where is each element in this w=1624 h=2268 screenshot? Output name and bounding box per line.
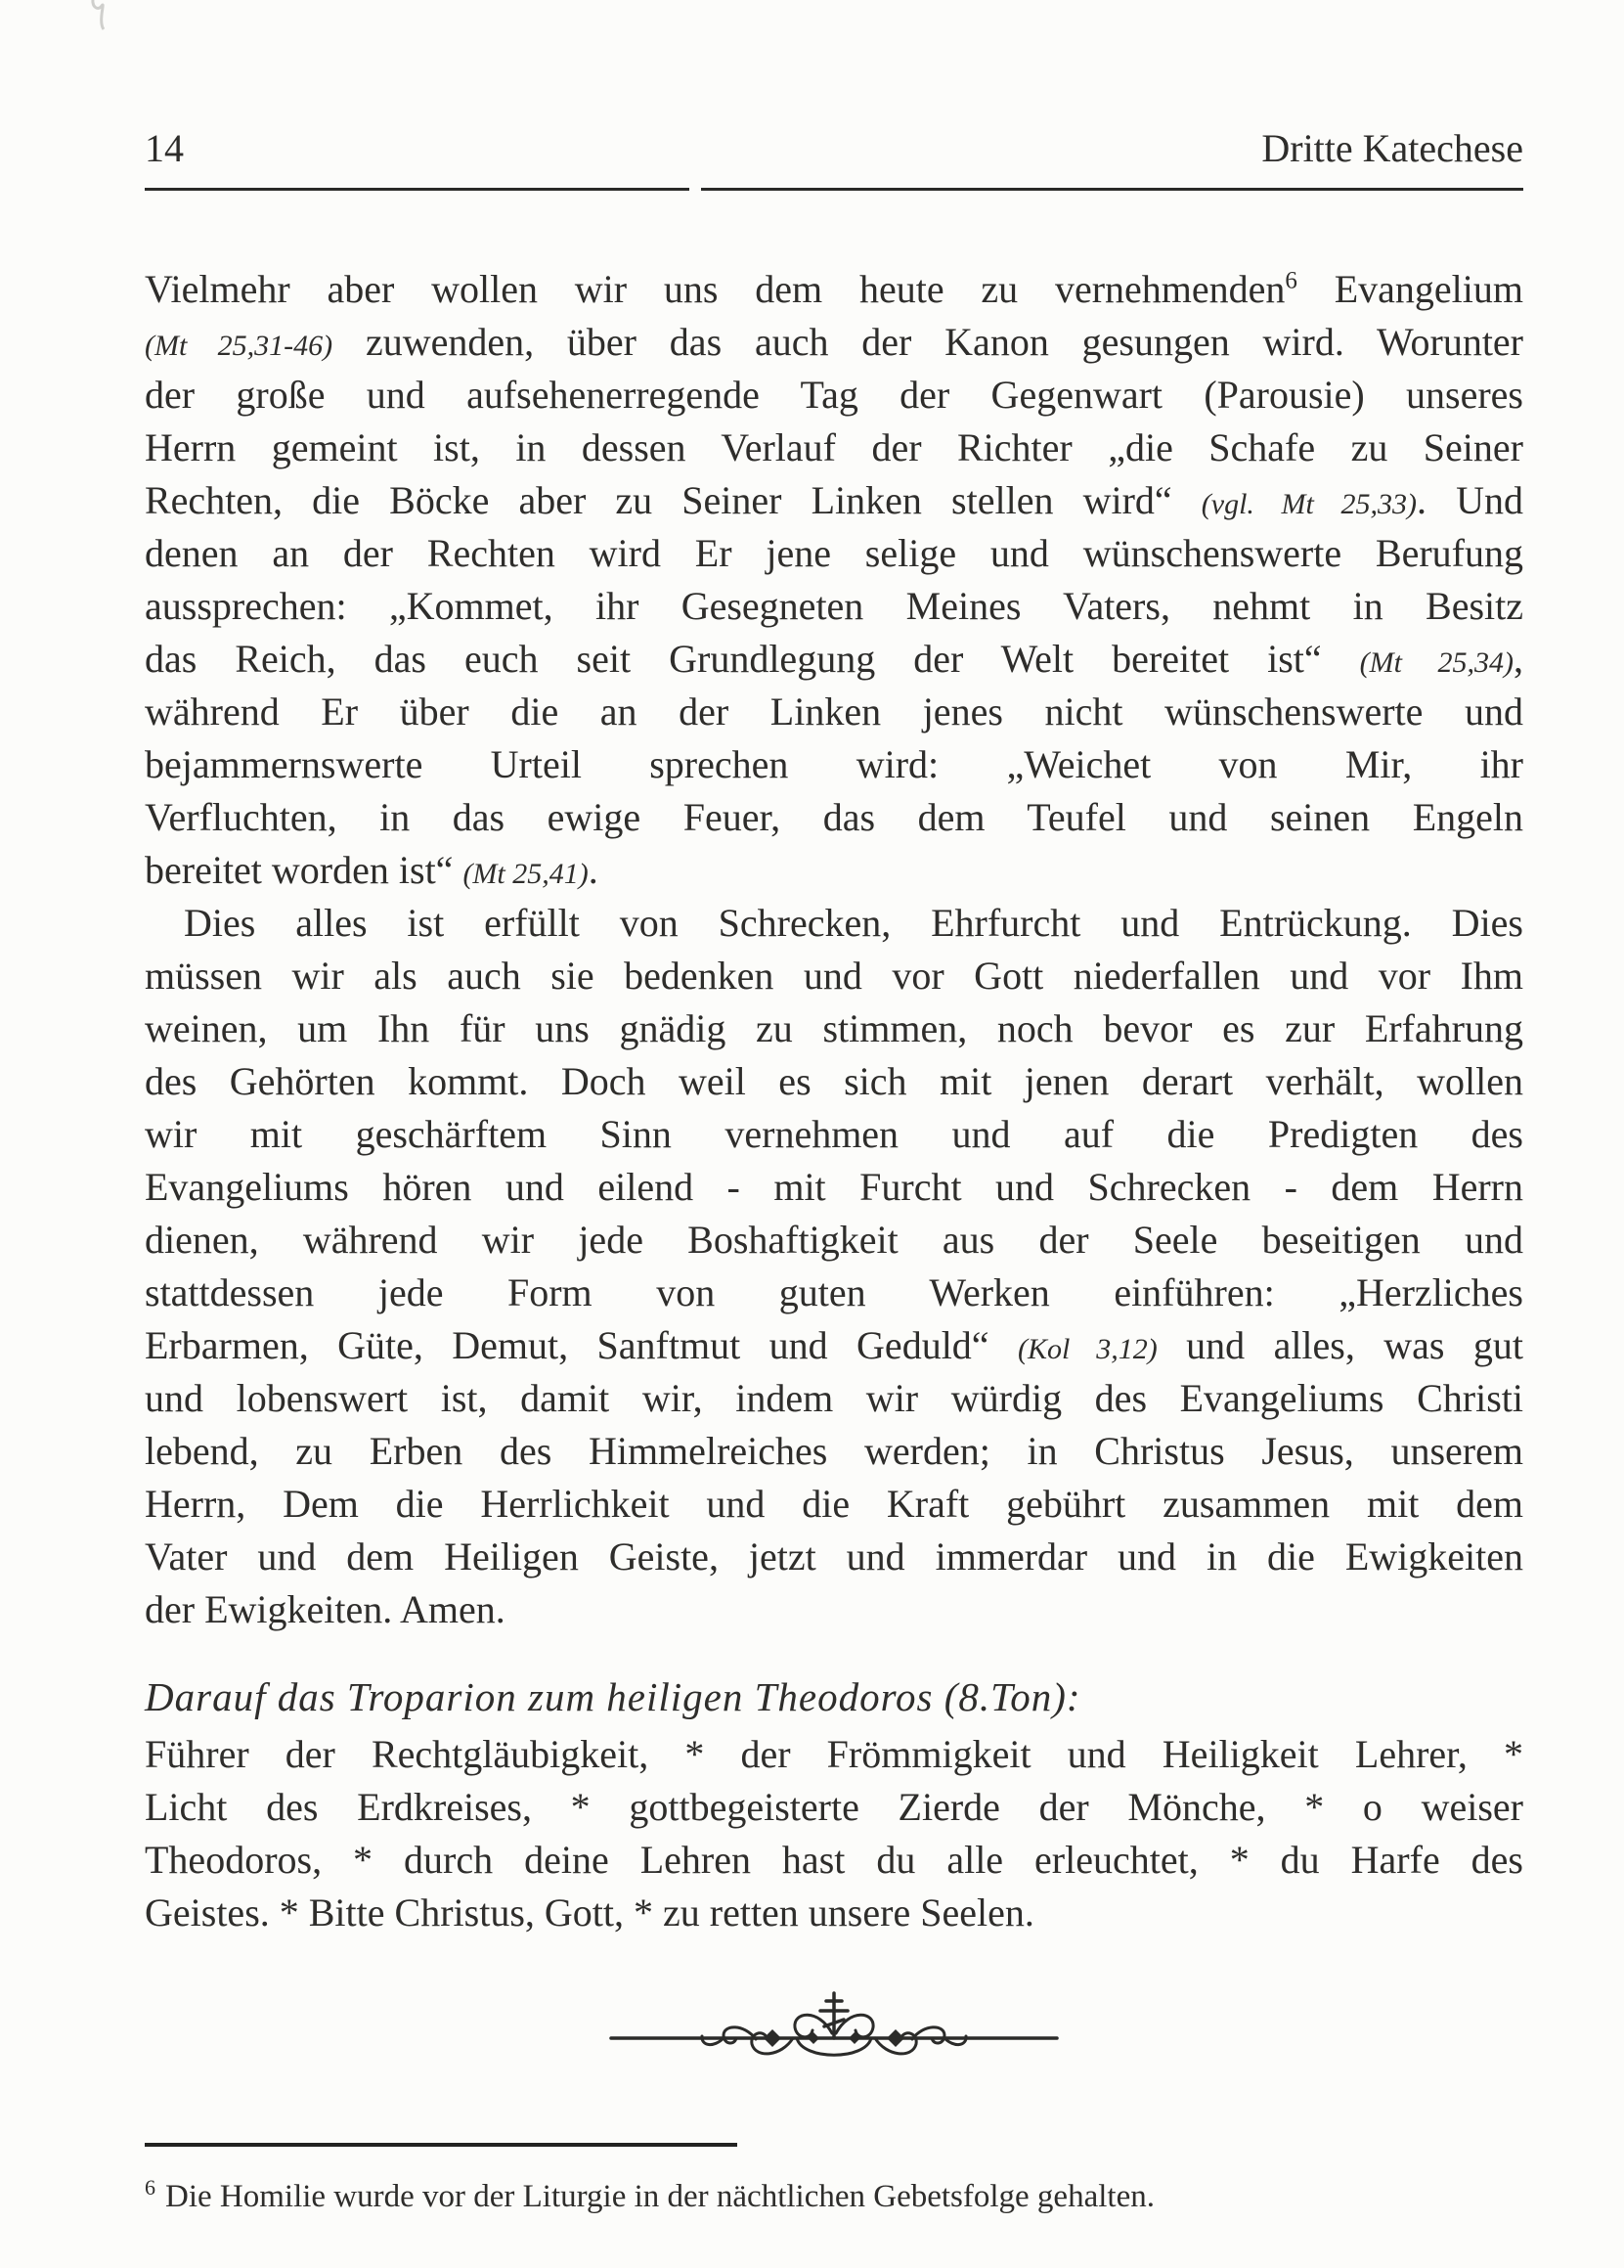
- text-segment: Evangeliums hören und eilend - mit Furcht und Schrecken - dem Herrn: [145, 1165, 1523, 1209]
- text-segment: Vielmehr aber wollen wir uns dem heute zu vernehmenden: [145, 267, 1286, 311]
- text-line: [145, 1319, 1523, 1372]
- text-line: [145, 263, 1523, 316]
- text-segment: Licht des Erdkreises, * gottbegeisterte Zierde der Mönche, * o weiser: [145, 1785, 1523, 1829]
- text-line: [145, 686, 1523, 738]
- text-segment: Erbarmen, Güte, Demut, Sanftmut und Geduld“: [145, 1323, 1018, 1367]
- text-segment: Verfluchten, in das ewige Feuer, das dem Teufel und seinen Engeln: [145, 795, 1523, 839]
- text-segment: Herrn, Dem die Herrlichkeit und die Kraft gebührt zusammen mit dem: [145, 1482, 1523, 1526]
- text-line: [145, 369, 1523, 422]
- page-header: [145, 125, 1523, 172]
- text-segment: lebend, zu Erben des Himmelreiches werden; in Christus Jesus, unserem: [145, 1429, 1523, 1473]
- scripture-citation: (Mt 25,31-46): [145, 330, 333, 362]
- text-line: [145, 316, 1523, 369]
- text-segment: der Ewigkeiten. Amen.: [145, 1587, 505, 1631]
- header-rule-left-segment: [145, 188, 689, 191]
- text-segment: dienen, während wir jede Boshaftigkeit aus der Seele beseitigen und: [145, 1218, 1523, 1262]
- troparion-lines: [145, 1728, 1523, 1939]
- running-title: Dritte Katechese: [1261, 126, 1523, 170]
- footnote-rule: [145, 2143, 737, 2147]
- footnote-reference: 6: [1285, 267, 1297, 294]
- text-segment: stattdessen jede Form von guten Werken einführen: „Herzliches: [145, 1270, 1523, 1314]
- text-line: [145, 1583, 1523, 1636]
- text-segment: bejammernswerte Urteil sprechen wird: „Weichet von Mir, ihr: [145, 742, 1523, 786]
- text-segment: zuwenden, über das auch der Kanon gesungen wird. Worunter: [332, 320, 1523, 364]
- text-line: [145, 474, 1523, 527]
- text-segment: bereitet worden ist“: [145, 848, 463, 892]
- text-segment: ,: [1514, 637, 1523, 681]
- scan-artifact-mark: [84, 0, 123, 31]
- text-line: [145, 897, 1523, 950]
- text-segment: aussprechen: „Kommet, ihr Gesegneten Meines Vaters, nehmt in Besitz: [145, 584, 1523, 628]
- text-line: [145, 1478, 1523, 1531]
- ornament-divider: [145, 1984, 1523, 2074]
- scripture-citation: (vgl. Mt 25,33): [1201, 488, 1417, 520]
- text-segment: Evangelium: [1296, 267, 1523, 311]
- header-rule-right-segment: [701, 188, 1523, 191]
- text-segment: müssen wir als auch sie bedenken und vor Gott niederfallen und vor Ihm: [145, 954, 1523, 998]
- text-line: [145, 791, 1523, 844]
- text-line: [145, 527, 1523, 580]
- text-line: [145, 1834, 1523, 1887]
- text-segment: während Er über die an der Linken jenes nicht wünschenswerte und: [145, 689, 1523, 734]
- text-line: [145, 1887, 1523, 1939]
- text-segment: Theodoros, * durch deine Lehren hast du alle erleuchtet, * du Harfe des: [145, 1838, 1523, 1882]
- page-number: 14: [145, 126, 184, 170]
- scripture-citation: (Kol 3,12): [1017, 1333, 1158, 1365]
- text-segment: Herrn gemeint ist, in dessen Verlauf der Richter „die Schafe zu Seiner: [145, 425, 1523, 469]
- text-line: [145, 1214, 1523, 1267]
- text-segment: der große und aufsehenerregende Tag der Gegenwart (Parousie) unseres: [145, 373, 1523, 417]
- text-segment: Geistes. * Bitte Christus, Gott, * zu retten unsere Seelen.: [145, 1890, 1034, 1934]
- troparion-heading: Darauf das Troparion zum heiligen Theodoros (8.Ton):: [145, 1674, 1081, 1719]
- text-line: [145, 844, 1523, 897]
- text-line: [145, 580, 1523, 633]
- text-segment: .: [588, 848, 598, 892]
- text-segment: und lobenswert ist, damit wir, indem wir würdig des Evangeliums Christi: [145, 1376, 1523, 1420]
- text-line: [145, 633, 1523, 686]
- text-line: [145, 1002, 1523, 1055]
- paragraph: [145, 263, 1523, 897]
- text-segment: des Gehörten kommt. Doch weil es sich mit jenen derart verhält, wollen: [145, 1059, 1523, 1103]
- text-line: [145, 1161, 1523, 1214]
- text-segment: das Reich, das euch seit Grundlegung der Welt bereitet ist“: [145, 637, 1360, 681]
- scripture-citation: (Mt 25,41): [462, 858, 589, 890]
- text-line: [145, 1267, 1523, 1319]
- header-rule: [145, 188, 1523, 191]
- text-line: [145, 422, 1523, 474]
- text-segment: Vater und dem Heiligen Geiste, jetzt und immerdar und in die Ewigkeiten: [145, 1534, 1523, 1579]
- troparion-section: [145, 1669, 1523, 1939]
- paragraph: [145, 897, 1523, 1636]
- text-line: [145, 1372, 1523, 1425]
- text-segment: wir mit geschärftem Sinn vernehmen und auf die Predigten des: [145, 1112, 1523, 1156]
- footnote-section: [145, 2143, 1523, 2219]
- text-line: [145, 1781, 1523, 1834]
- text-line: [145, 1728, 1523, 1781]
- text-segment: und alles, was gut: [1157, 1323, 1523, 1367]
- text-segment: Dies alles ist erfüllt von Schrecken, Ehrfurcht und Entrückung. Dies: [184, 901, 1523, 945]
- text-segment: denen an der Rechten wird Er jene selige und wünschenswerte Berufung: [145, 531, 1523, 575]
- text-line: [145, 738, 1523, 791]
- text-line: [145, 950, 1523, 1002]
- text-segment: weinen, um Ihn für uns gnädig zu stimmen, noch bevor es zur Erfahrung: [145, 1006, 1523, 1050]
- footnote-marker: 6: [145, 2175, 155, 2200]
- text-segment: . Und: [1416, 478, 1523, 522]
- orthodox-cross-scroll-divider-icon: [609, 1984, 1059, 2074]
- text-line: [145, 1108, 1523, 1161]
- footnote-text-line: [145, 2174, 1523, 2219]
- scripture-citation: (Mt 25,34): [1359, 646, 1514, 679]
- body-text: [145, 263, 1523, 1636]
- text-line: [145, 1425, 1523, 1478]
- text-segment: Rechten, die Böcke aber zu Seiner Linken stellen wird“: [145, 478, 1202, 522]
- footnote-body: Die Homilie wurde vor der Liturgie in der nächtlichen Gebetsfolge gehalten.: [165, 2179, 1155, 2214]
- text-line: [145, 1531, 1523, 1583]
- text-line: [145, 1055, 1523, 1108]
- text-segment: Führer der Rechtgläubigkeit, * der Frömmigkeit und Heiligkeit Lehrer, *: [145, 1732, 1523, 1776]
